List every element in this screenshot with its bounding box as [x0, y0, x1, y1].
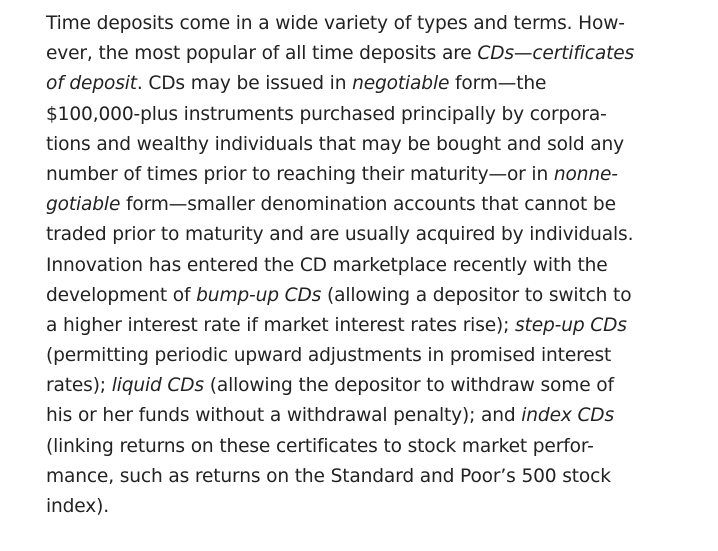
- text-run: a higher interest rate if market interest rates rise);: [46, 314, 516, 336]
- text-run: form—smaller denomination accounts that cannot be: [120, 194, 616, 216]
- italic-term: negotiable: [352, 73, 450, 95]
- text-line: [46, 130, 710, 160]
- italic-term: bump-up CDs: [196, 284, 322, 306]
- text-line: [46, 371, 710, 401]
- text-line: [46, 492, 710, 522]
- italic-term: index CDs: [521, 405, 615, 427]
- text-run: his or her funds without a withdrawal penalty); and: [46, 405, 522, 427]
- text-run: ever, the most popular of all time deposits are: [46, 43, 478, 65]
- text-run: (allowing the depositor to withdraw some of: [203, 375, 614, 397]
- text-line: [46, 251, 710, 281]
- text-run: development of: [46, 284, 197, 306]
- text-run: index).: [46, 496, 109, 517]
- text-run: traded prior to maturity and are usually acquired by individuals.: [46, 224, 634, 246]
- text-run: $100,000-plus instruments purchased principally by corpora-: [46, 103, 607, 125]
- text-line: [46, 220, 710, 250]
- text-line: [46, 160, 710, 190]
- text-run: Time deposits come in a wide variety of types and terms. How-: [46, 13, 625, 34]
- text-run: Innovation has entered the CD marketplace recently with the: [46, 254, 608, 276]
- italic-term: of deposit: [46, 73, 137, 95]
- italic-term: liquid CDs: [111, 375, 204, 397]
- text-run: . CDs may be issued in: [136, 73, 353, 95]
- text-run: number of times prior to reaching their maturity—or in: [46, 163, 554, 185]
- text-run: (linking returns on these certificates to stock market perfor-: [46, 435, 594, 457]
- text-line: [46, 281, 710, 311]
- text-line: [46, 401, 710, 431]
- text-line: [46, 39, 710, 69]
- italic-term: gotiable: [46, 194, 121, 216]
- italic-term: step-up CDs: [515, 314, 627, 336]
- body-paragraph: [46, 9, 710, 522]
- text-run: (permitting periodic upward adjustments in promised interest: [46, 345, 612, 367]
- text-run: tions and wealthy individuals that may be bought and sold any: [46, 133, 624, 155]
- text-line: [46, 311, 710, 341]
- text-line: [46, 432, 710, 462]
- text-run: form—the: [449, 73, 547, 95]
- text-line: [46, 190, 710, 220]
- document-page: [46, 9, 710, 522]
- text-line: [46, 462, 710, 492]
- text-line: [46, 100, 710, 130]
- italic-term: nonne-: [553, 163, 618, 185]
- italic-term: CDs—certificates: [477, 43, 635, 65]
- text-run: (allowing a depositor to switch to: [321, 284, 632, 306]
- text-run: rates);: [46, 375, 112, 397]
- text-run: mance, such as returns on the Standard and Poor’s 500 stock: [46, 465, 611, 487]
- text-line: [46, 69, 710, 99]
- text-line: [46, 341, 710, 371]
- text-line: [46, 9, 710, 39]
